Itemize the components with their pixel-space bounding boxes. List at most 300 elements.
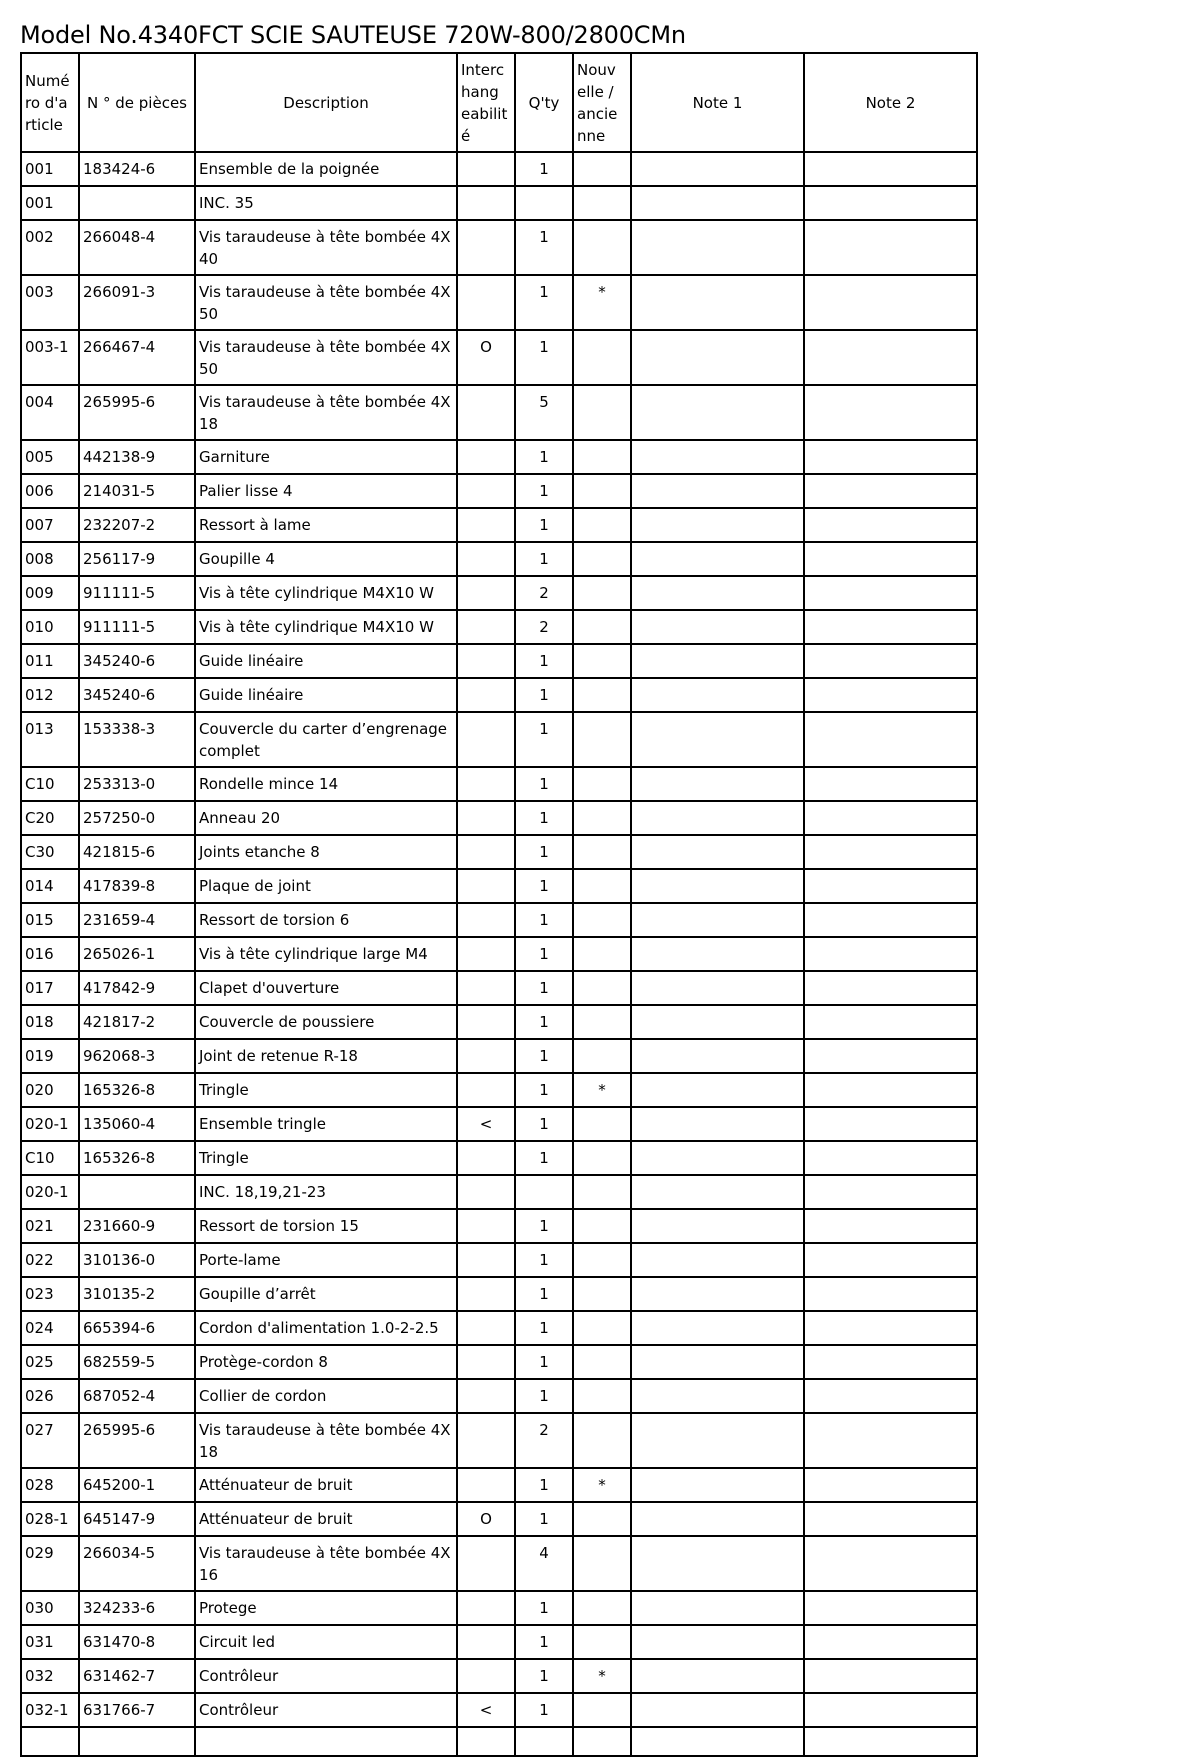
cell-note-1 bbox=[631, 1413, 804, 1468]
table-row bbox=[21, 678, 977, 712]
table-row bbox=[21, 474, 977, 508]
cell-part-number: 324233-6 bbox=[79, 1591, 195, 1625]
table-row bbox=[21, 1502, 977, 1536]
cell-part-number: 266091-3 bbox=[79, 275, 195, 330]
cell-new-old bbox=[573, 1625, 631, 1659]
cell-new-old bbox=[573, 937, 631, 971]
cell-quantity: 1 bbox=[515, 1625, 573, 1659]
cell-article: 017 bbox=[21, 971, 79, 1005]
cell-description bbox=[195, 1727, 457, 1756]
cell-description: Ressort de torsion 6 bbox=[195, 903, 457, 937]
cell-description: Anneau 20 bbox=[195, 801, 457, 835]
cell-article: 032-1 bbox=[21, 1693, 79, 1727]
header-new-old: Nouv elle / ancie nne bbox=[573, 53, 631, 152]
table-row bbox=[21, 542, 977, 576]
cell-note-2 bbox=[804, 712, 977, 767]
cell-interchangeability bbox=[457, 474, 515, 508]
cell-note-2 bbox=[804, 903, 977, 937]
cell-new-old: * bbox=[573, 275, 631, 330]
cell-note-1 bbox=[631, 275, 804, 330]
cell-new-old bbox=[573, 385, 631, 440]
cell-note-1 bbox=[631, 474, 804, 508]
cell-quantity: 1 bbox=[515, 1311, 573, 1345]
cell-new-old bbox=[573, 1175, 631, 1209]
cell-note-1 bbox=[631, 1345, 804, 1379]
cell-note-1 bbox=[631, 1693, 804, 1727]
cell-note-1 bbox=[631, 1468, 804, 1502]
cell-note-1 bbox=[631, 678, 804, 712]
cell-new-old bbox=[573, 1413, 631, 1468]
cell-new-old bbox=[573, 610, 631, 644]
cell-note-1 bbox=[631, 1727, 804, 1756]
table-row bbox=[21, 767, 977, 801]
cell-article: 029 bbox=[21, 1536, 79, 1591]
cell-quantity: 1 bbox=[515, 1345, 573, 1379]
cell-note-1 bbox=[631, 440, 804, 474]
cell-interchangeability bbox=[457, 1073, 515, 1107]
cell-part-number: 265995-6 bbox=[79, 1413, 195, 1468]
table-row bbox=[21, 1693, 977, 1727]
cell-interchangeability bbox=[457, 1277, 515, 1311]
cell-note-1 bbox=[631, 1243, 804, 1277]
cell-article: C10 bbox=[21, 767, 79, 801]
cell-interchangeability bbox=[457, 644, 515, 678]
cell-part-number: 665394-6 bbox=[79, 1311, 195, 1345]
cell-interchangeability bbox=[457, 1005, 515, 1039]
cell-note-2 bbox=[804, 610, 977, 644]
cell-note-2 bbox=[804, 542, 977, 576]
cell-description: Atténuateur de bruit bbox=[195, 1502, 457, 1536]
table-row bbox=[21, 1625, 977, 1659]
cell-note-2 bbox=[804, 220, 977, 275]
cell-description: INC. 35 bbox=[195, 186, 457, 220]
cell-article: 020-1 bbox=[21, 1175, 79, 1209]
cell-part-number bbox=[79, 186, 195, 220]
cell-interchangeability bbox=[457, 1345, 515, 1379]
cell-quantity: 1 bbox=[515, 1243, 573, 1277]
cell-part-number: 232207-2 bbox=[79, 508, 195, 542]
cell-quantity: 1 bbox=[515, 869, 573, 903]
cell-note-1 bbox=[631, 869, 804, 903]
cell-note-2 bbox=[804, 801, 977, 835]
cell-note-1 bbox=[631, 903, 804, 937]
cell-article: C20 bbox=[21, 801, 79, 835]
table-row bbox=[21, 508, 977, 542]
cell-note-1 bbox=[631, 186, 804, 220]
cell-note-2 bbox=[804, 1625, 977, 1659]
parts-table bbox=[20, 52, 978, 1757]
cell-quantity: 1 bbox=[515, 220, 573, 275]
cell-new-old bbox=[573, 801, 631, 835]
cell-note-2 bbox=[804, 330, 977, 385]
cell-description: Vis taraudeuse à tête bombée 4X 40 bbox=[195, 220, 457, 275]
cell-quantity: 1 bbox=[515, 971, 573, 1005]
cell-note-1 bbox=[631, 1591, 804, 1625]
table-row bbox=[21, 440, 977, 474]
table-row bbox=[21, 1141, 977, 1175]
cell-part-number: 442138-9 bbox=[79, 440, 195, 474]
cell-description: Ensemble de la poignée bbox=[195, 152, 457, 186]
table-row bbox=[21, 1536, 977, 1591]
cell-part-number: 183424-6 bbox=[79, 152, 195, 186]
cell-interchangeability: O bbox=[457, 330, 515, 385]
cell-part-number bbox=[79, 1175, 195, 1209]
table-row bbox=[21, 1243, 977, 1277]
cell-interchangeability bbox=[457, 937, 515, 971]
cell-new-old bbox=[573, 1693, 631, 1727]
table-row bbox=[21, 1468, 977, 1502]
cell-quantity: 1 bbox=[515, 1107, 573, 1141]
cell-article: 021 bbox=[21, 1209, 79, 1243]
cell-new-old bbox=[573, 971, 631, 1005]
cell-new-old bbox=[573, 1277, 631, 1311]
cell-article: 020 bbox=[21, 1073, 79, 1107]
cell-part-number: 631766-7 bbox=[79, 1693, 195, 1727]
cell-part-number: 257250-0 bbox=[79, 801, 195, 835]
cell-interchangeability bbox=[457, 678, 515, 712]
cell-description: Tringle bbox=[195, 1073, 457, 1107]
cell-part-number: 310136-0 bbox=[79, 1243, 195, 1277]
table-row bbox=[21, 712, 977, 767]
cell-note-1 bbox=[631, 1659, 804, 1693]
cell-part-number: 153338-3 bbox=[79, 712, 195, 767]
cell-description: Vis à tête cylindrique M4X10 W bbox=[195, 576, 457, 610]
cell-note-1 bbox=[631, 1107, 804, 1141]
cell-description: Guide linéaire bbox=[195, 644, 457, 678]
cell-new-old bbox=[573, 1502, 631, 1536]
cell-quantity bbox=[515, 1175, 573, 1209]
cell-note-2 bbox=[804, 1141, 977, 1175]
cell-article: C10 bbox=[21, 1141, 79, 1175]
cell-quantity: 1 bbox=[515, 542, 573, 576]
cell-interchangeability bbox=[457, 903, 515, 937]
cell-description: Collier de cordon bbox=[195, 1379, 457, 1413]
cell-article: 023 bbox=[21, 1277, 79, 1311]
cell-note-1 bbox=[631, 220, 804, 275]
cell-note-1 bbox=[631, 644, 804, 678]
cell-interchangeability bbox=[457, 1413, 515, 1468]
cell-note-2 bbox=[804, 1536, 977, 1591]
cell-description: Goupille 4 bbox=[195, 542, 457, 576]
cell-note-1 bbox=[631, 542, 804, 576]
table-row bbox=[21, 152, 977, 186]
cell-part-number: 645147-9 bbox=[79, 1502, 195, 1536]
cell-note-2 bbox=[804, 474, 977, 508]
cell-interchangeability bbox=[457, 767, 515, 801]
cell-interchangeability bbox=[457, 1039, 515, 1073]
cell-note-1 bbox=[631, 1625, 804, 1659]
cell-part-number: 421817-2 bbox=[79, 1005, 195, 1039]
cell-new-old bbox=[573, 576, 631, 610]
cell-interchangeability bbox=[457, 186, 515, 220]
cell-part-number: 345240-6 bbox=[79, 644, 195, 678]
cell-article: 001 bbox=[21, 186, 79, 220]
cell-new-old bbox=[573, 474, 631, 508]
cell-article: 012 bbox=[21, 678, 79, 712]
cell-new-old bbox=[573, 1107, 631, 1141]
cell-interchangeability bbox=[457, 1141, 515, 1175]
cell-article: 032 bbox=[21, 1659, 79, 1693]
cell-note-2 bbox=[804, 1107, 977, 1141]
table-row bbox=[21, 1107, 977, 1141]
cell-new-old: * bbox=[573, 1659, 631, 1693]
table-row bbox=[21, 801, 977, 835]
cell-interchangeability bbox=[457, 712, 515, 767]
cell-description: Couvercle du carter d’engrenage complet bbox=[195, 712, 457, 767]
cell-new-old bbox=[573, 1039, 631, 1073]
cell-quantity: 1 bbox=[515, 1141, 573, 1175]
table-row bbox=[21, 644, 977, 678]
cell-description: Vis taraudeuse à tête bombée 4X 18 bbox=[195, 385, 457, 440]
cell-interchangeability bbox=[457, 1727, 515, 1756]
cell-description: Palier lisse 4 bbox=[195, 474, 457, 508]
cell-quantity: 1 bbox=[515, 1659, 573, 1693]
cell-note-2 bbox=[804, 971, 977, 1005]
cell-note-1 bbox=[631, 1005, 804, 1039]
cell-note-1 bbox=[631, 1311, 804, 1345]
cell-description: Garniture bbox=[195, 440, 457, 474]
cell-quantity: 1 bbox=[515, 152, 573, 186]
cell-note-2 bbox=[804, 1693, 977, 1727]
cell-part-number: 631462-7 bbox=[79, 1659, 195, 1693]
cell-quantity: 1 bbox=[515, 644, 573, 678]
cell-description: Vis taraudeuse à tête bombée 4X 16 bbox=[195, 1536, 457, 1591]
cell-quantity: 1 bbox=[515, 1073, 573, 1107]
table-row bbox=[21, 275, 977, 330]
cell-note-2 bbox=[804, 186, 977, 220]
cell-new-old: * bbox=[573, 1073, 631, 1107]
cell-quantity: 1 bbox=[515, 1277, 573, 1311]
cell-description: Clapet d'ouverture bbox=[195, 971, 457, 1005]
cell-note-2 bbox=[804, 767, 977, 801]
cell-note-2 bbox=[804, 1659, 977, 1693]
cell-description: Guide linéaire bbox=[195, 678, 457, 712]
cell-note-2 bbox=[804, 1345, 977, 1379]
table-row bbox=[21, 576, 977, 610]
cell-interchangeability bbox=[457, 1536, 515, 1591]
cell-new-old bbox=[573, 1727, 631, 1756]
cell-quantity: 1 bbox=[515, 440, 573, 474]
cell-new-old bbox=[573, 220, 631, 275]
cell-quantity: 1 bbox=[515, 712, 573, 767]
header-part-number: N ° de pièces bbox=[79, 53, 195, 152]
cell-description: Couvercle de poussiere bbox=[195, 1005, 457, 1039]
cell-note-2 bbox=[804, 1277, 977, 1311]
cell-interchangeability: < bbox=[457, 1107, 515, 1141]
cell-note-1 bbox=[631, 508, 804, 542]
cell-new-old bbox=[573, 1345, 631, 1379]
cell-part-number: 165326-8 bbox=[79, 1073, 195, 1107]
cell-note-2 bbox=[804, 1039, 977, 1073]
cell-note-2 bbox=[804, 678, 977, 712]
table-row bbox=[21, 1345, 977, 1379]
cell-quantity: 5 bbox=[515, 385, 573, 440]
table-row bbox=[21, 1591, 977, 1625]
cell-article: 008 bbox=[21, 542, 79, 576]
cell-quantity: 1 bbox=[515, 678, 573, 712]
cell-note-2 bbox=[804, 1209, 977, 1243]
cell-part-number: 265026-1 bbox=[79, 937, 195, 971]
cell-quantity: 1 bbox=[515, 767, 573, 801]
cell-article: 010 bbox=[21, 610, 79, 644]
cell-description: Vis taraudeuse à tête bombée 4X 50 bbox=[195, 330, 457, 385]
cell-description: Cordon d'alimentation 1.0-2-2.5 bbox=[195, 1311, 457, 1345]
cell-new-old bbox=[573, 1591, 631, 1625]
cell-new-old: * bbox=[573, 1468, 631, 1502]
cell-interchangeability bbox=[457, 1243, 515, 1277]
cell-new-old bbox=[573, 869, 631, 903]
cell-description: Contrôleur bbox=[195, 1659, 457, 1693]
cell-part-number: 345240-6 bbox=[79, 678, 195, 712]
cell-new-old bbox=[573, 508, 631, 542]
table-row bbox=[21, 1005, 977, 1039]
cell-article: C30 bbox=[21, 835, 79, 869]
cell-quantity: 1 bbox=[515, 801, 573, 835]
cell-note-1 bbox=[631, 1141, 804, 1175]
cell-note-1 bbox=[631, 330, 804, 385]
cell-article: 024 bbox=[21, 1311, 79, 1345]
table-body bbox=[21, 152, 977, 1756]
cell-interchangeability bbox=[457, 440, 515, 474]
table-row bbox=[21, 1209, 977, 1243]
cell-note-1 bbox=[631, 1209, 804, 1243]
cell-note-2 bbox=[804, 508, 977, 542]
cell-note-2 bbox=[804, 937, 977, 971]
cell-quantity: 2 bbox=[515, 576, 573, 610]
cell-interchangeability bbox=[457, 1625, 515, 1659]
cell-note-2 bbox=[804, 1468, 977, 1502]
table-row bbox=[21, 937, 977, 971]
cell-interchangeability bbox=[457, 508, 515, 542]
table-row bbox=[21, 903, 977, 937]
cell-article: 002 bbox=[21, 220, 79, 275]
table-row bbox=[21, 186, 977, 220]
cell-note-2 bbox=[804, 644, 977, 678]
cell-quantity: 1 bbox=[515, 1591, 573, 1625]
cell-interchangeability: < bbox=[457, 1693, 515, 1727]
cell-part-number: 256117-9 bbox=[79, 542, 195, 576]
cell-article: 013 bbox=[21, 712, 79, 767]
cell-article: 027 bbox=[21, 1413, 79, 1468]
cell-quantity: 1 bbox=[515, 330, 573, 385]
cell-note-2 bbox=[804, 576, 977, 610]
cell-part-number: 265995-6 bbox=[79, 385, 195, 440]
cell-article bbox=[21, 1727, 79, 1756]
cell-part-number: 231660-9 bbox=[79, 1209, 195, 1243]
cell-quantity: 1 bbox=[515, 1039, 573, 1073]
cell-description: Joints etanche 8 bbox=[195, 835, 457, 869]
cell-description: Protege bbox=[195, 1591, 457, 1625]
cell-description: Protège-cordon 8 bbox=[195, 1345, 457, 1379]
cell-new-old bbox=[573, 186, 631, 220]
cell-note-1 bbox=[631, 1073, 804, 1107]
cell-article: 006 bbox=[21, 474, 79, 508]
table-row bbox=[21, 1311, 977, 1345]
cell-note-2 bbox=[804, 1502, 977, 1536]
cell-note-2 bbox=[804, 1005, 977, 1039]
cell-interchangeability bbox=[457, 1591, 515, 1625]
cell-note-2 bbox=[804, 1243, 977, 1277]
cell-article: 022 bbox=[21, 1243, 79, 1277]
cell-description: Ensemble tringle bbox=[195, 1107, 457, 1141]
table-row bbox=[21, 869, 977, 903]
table-header bbox=[21, 53, 977, 152]
cell-part-number: 417839-8 bbox=[79, 869, 195, 903]
cell-part-number: 682559-5 bbox=[79, 1345, 195, 1379]
cell-interchangeability bbox=[457, 1175, 515, 1209]
cell-article: 015 bbox=[21, 903, 79, 937]
cell-part-number bbox=[79, 1727, 195, 1756]
cell-part-number: 421815-6 bbox=[79, 835, 195, 869]
cell-description: Goupille d’arrêt bbox=[195, 1277, 457, 1311]
cell-note-1 bbox=[631, 937, 804, 971]
table-row bbox=[21, 385, 977, 440]
cell-note-1 bbox=[631, 1536, 804, 1591]
cell-description: Plaque de joint bbox=[195, 869, 457, 903]
header-row bbox=[21, 53, 977, 152]
page-title: Model No.4340FCT SCIE SAUTEUSE 720W-800/2800CMn bbox=[20, 21, 686, 49]
table-row bbox=[21, 971, 977, 1005]
table-row bbox=[21, 220, 977, 275]
cell-interchangeability bbox=[457, 835, 515, 869]
cell-article: 026 bbox=[21, 1379, 79, 1413]
cell-description: Circuit led bbox=[195, 1625, 457, 1659]
cell-article: 020-1 bbox=[21, 1107, 79, 1141]
header-note-2: Note 2 bbox=[804, 53, 977, 152]
cell-part-number: 687052-4 bbox=[79, 1379, 195, 1413]
cell-quantity: 1 bbox=[515, 508, 573, 542]
cell-quantity: 1 bbox=[515, 937, 573, 971]
table-row bbox=[21, 1073, 977, 1107]
cell-new-old bbox=[573, 1243, 631, 1277]
cell-article: 028-1 bbox=[21, 1502, 79, 1536]
cell-new-old bbox=[573, 542, 631, 576]
cell-note-2 bbox=[804, 869, 977, 903]
cell-part-number: 911111-5 bbox=[79, 610, 195, 644]
cell-article: 030 bbox=[21, 1591, 79, 1625]
cell-interchangeability bbox=[457, 801, 515, 835]
cell-interchangeability bbox=[457, 576, 515, 610]
cell-new-old bbox=[573, 1141, 631, 1175]
cell-article: 003 bbox=[21, 275, 79, 330]
cell-interchangeability bbox=[457, 220, 515, 275]
cell-description: Ressort de torsion 15 bbox=[195, 1209, 457, 1243]
cell-note-1 bbox=[631, 576, 804, 610]
cell-article: 004 bbox=[21, 385, 79, 440]
cell-new-old bbox=[573, 1311, 631, 1345]
table-row bbox=[21, 610, 977, 644]
cell-new-old bbox=[573, 767, 631, 801]
cell-description: Atténuateur de bruit bbox=[195, 1468, 457, 1502]
cell-note-1 bbox=[631, 385, 804, 440]
cell-part-number: 165326-8 bbox=[79, 1141, 195, 1175]
header-note-1: Note 1 bbox=[631, 53, 804, 152]
cell-part-number: 253313-0 bbox=[79, 767, 195, 801]
cell-part-number: 266467-4 bbox=[79, 330, 195, 385]
cell-quantity: 1 bbox=[515, 1468, 573, 1502]
cell-note-2 bbox=[804, 152, 977, 186]
cell-article: 009 bbox=[21, 576, 79, 610]
cell-description: Contrôleur bbox=[195, 1693, 457, 1727]
cell-interchangeability bbox=[457, 1311, 515, 1345]
cell-description: Joint de retenue R-18 bbox=[195, 1039, 457, 1073]
cell-new-old bbox=[573, 835, 631, 869]
cell-note-1 bbox=[631, 1175, 804, 1209]
cell-interchangeability: O bbox=[457, 1502, 515, 1536]
cell-note-2 bbox=[804, 1175, 977, 1209]
cell-new-old bbox=[573, 712, 631, 767]
cell-description: Vis à tête cylindrique large M4 bbox=[195, 937, 457, 971]
